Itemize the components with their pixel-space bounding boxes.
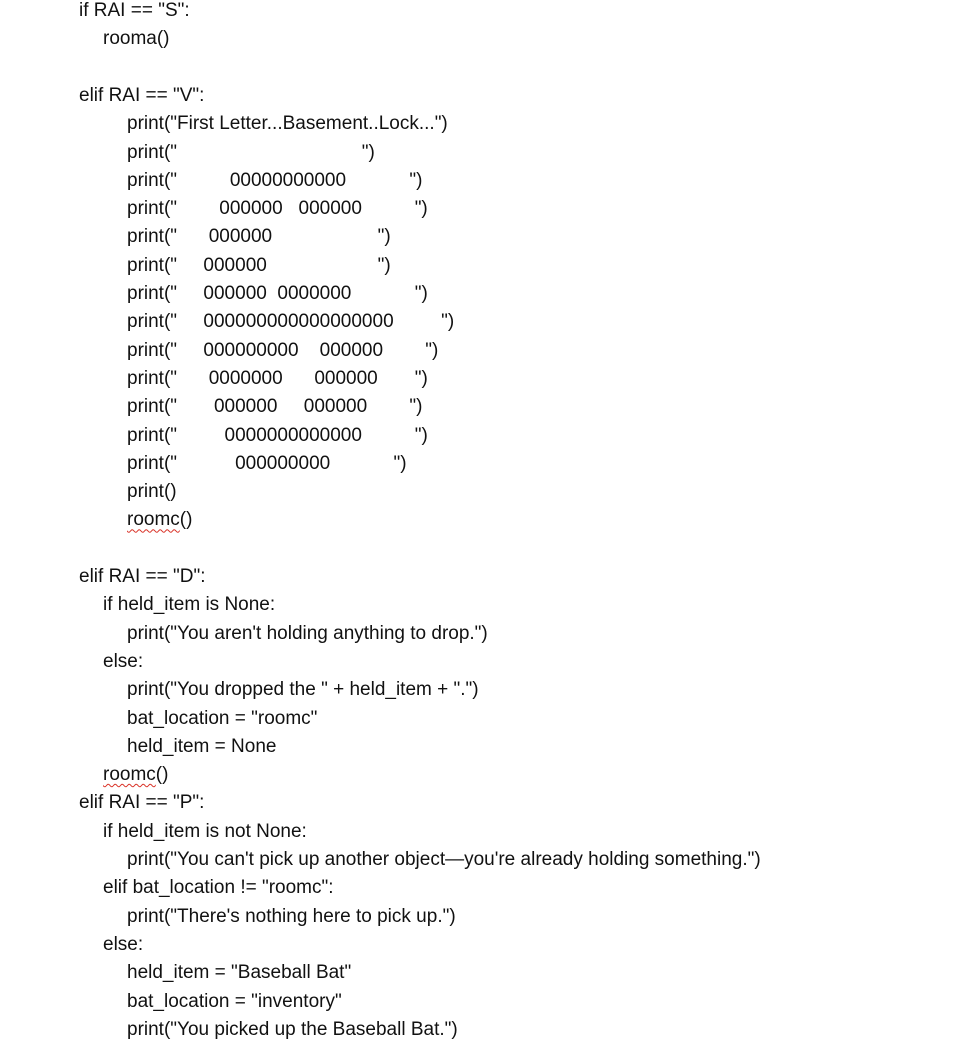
- code-line: if held_item is not None:: [103, 820, 307, 842]
- code-line: print(" 000000 "): [127, 254, 391, 276]
- spellcheck-underline: roomc: [127, 509, 180, 531]
- code-line: held_item = "Baseball Bat": [127, 962, 352, 984]
- code-line: held_item = None: [127, 735, 277, 757]
- spellcheck-underline: roomc: [103, 764, 156, 786]
- code-line: elif bat_location != "roomc":: [103, 877, 334, 899]
- code-line: print(" 000000 "): [127, 226, 391, 248]
- code-line: bat_location = "inventory": [127, 990, 342, 1012]
- code-line: print(" "): [127, 141, 375, 163]
- code-line: print(" 000000 000000 "): [127, 198, 428, 220]
- code-line: if held_item is None:: [103, 594, 276, 616]
- code-line: print("You can't pick up another object—you're already holding something."): [127, 849, 761, 870]
- code-line: print(" 000000 0000000 "): [127, 283, 428, 304]
- code-line: print("There's nothing here to pick up."): [127, 905, 456, 927]
- code-line: else:: [103, 650, 144, 672]
- code-line-rest: (): [155, 764, 169, 786]
- code-line: [103, 764, 168, 786]
- code-line: print(" 0000000 000000 "): [127, 367, 428, 389]
- code-line: print(" 000000000 000000 "): [127, 339, 439, 361]
- code-line: if RAI == "S":: [79, 0, 190, 21]
- code-line: bat_location = "roomc": [127, 707, 318, 729]
- code-line: print("You picked up the Baseball Bat."): [127, 1018, 458, 1040]
- code-line: elif RAI == "D":: [79, 566, 206, 587]
- code-line: print(" 00000000000 "): [127, 169, 423, 191]
- code-line: print("You aren't holding anything to drop."): [127, 622, 488, 644]
- code-line: [127, 509, 192, 531]
- code-line: rooma(): [103, 28, 170, 50]
- code-line: elif RAI == "V":: [79, 84, 205, 106]
- code-line: print("You dropped the " + held_item + "."): [127, 679, 479, 701]
- code-line: print("First Letter...Basement..Lock..."): [127, 113, 448, 135]
- code-line: print(" 000000 000000 "): [127, 396, 423, 418]
- code-line: print(" 0000000000000 "): [127, 424, 428, 446]
- code-line: elif RAI == "P":: [79, 792, 205, 814]
- code-line: print(): [127, 481, 177, 503]
- code-line-rest: (): [179, 509, 193, 531]
- code-line: else:: [103, 933, 144, 955]
- code-line: print(" 000000000000000000 "): [127, 311, 455, 333]
- code-line: print(" 000000000 "): [127, 452, 407, 474]
